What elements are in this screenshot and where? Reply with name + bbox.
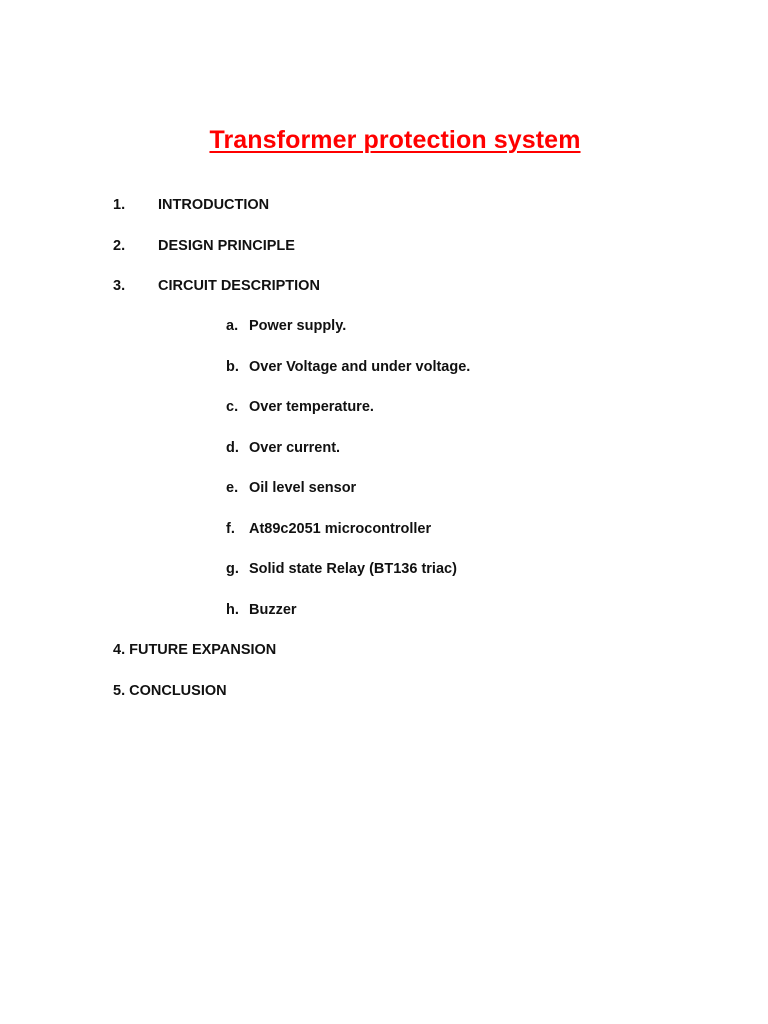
toc-subitem-letter: h. [226, 602, 239, 618]
toc-subitem-letter: d. [226, 440, 239, 456]
toc-subitem-microcontroller [226, 519, 626, 539]
toc-subitem-label: Power supply. [249, 318, 347, 334]
toc-subitem-letter: c. [226, 399, 239, 415]
toc-item-design-principle [113, 236, 513, 256]
toc-subitem-letter: a. [226, 318, 239, 334]
toc-item-label: DESIGN PRINCIPLE [158, 238, 295, 254]
toc-subitem-over-current [226, 438, 626, 458]
toc-subitem-label: At89c2051 microcontroller [249, 521, 432, 537]
toc-item-introduction [113, 195, 513, 215]
toc-item-circuit-description [113, 276, 513, 296]
toc-subitem-letter: e. [226, 480, 239, 496]
toc-subitem-letter: g. [226, 561, 239, 577]
toc-item-number: 1. [113, 197, 126, 213]
toc-subitem-letter: b. [226, 359, 239, 375]
toc-subitem-label: Over Voltage and under voltage. [249, 359, 471, 375]
toc-subitem-oil-level-sensor [226, 478, 626, 498]
toc-item-label: 5. CONCLUSION [113, 683, 227, 699]
toc-subitem-power-supply [226, 316, 626, 336]
toc-subitem-buzzer [226, 600, 626, 620]
toc-item-label: 4. FUTURE EXPANSION [113, 642, 277, 658]
toc-subitem-solid-state-relay [226, 559, 626, 579]
toc-item-label: INTRODUCTION [158, 197, 270, 213]
toc-item-number: 2. [113, 238, 126, 254]
toc-item-future-expansion [113, 640, 513, 660]
toc-subitem-label: Buzzer [249, 602, 297, 618]
toc-item-number: 3. [113, 278, 126, 294]
toc-subitem-label: Over temperature. [249, 399, 374, 415]
toc-subitem-label: Over current. [249, 440, 341, 456]
toc-subitem-letter: f. [226, 521, 235, 537]
document-title: Transformer protection system [209, 126, 581, 154]
toc-subitem-label: Solid state Relay (BT136 triac) [249, 561, 457, 577]
toc-item-label: CIRCUIT DESCRIPTION [158, 278, 320, 294]
toc-subitem-over-temperature [226, 397, 626, 417]
toc-item-conclusion [113, 681, 513, 701]
toc-subitem-label: Oil level sensor [249, 480, 357, 496]
toc-subitem-over-voltage [226, 357, 626, 377]
